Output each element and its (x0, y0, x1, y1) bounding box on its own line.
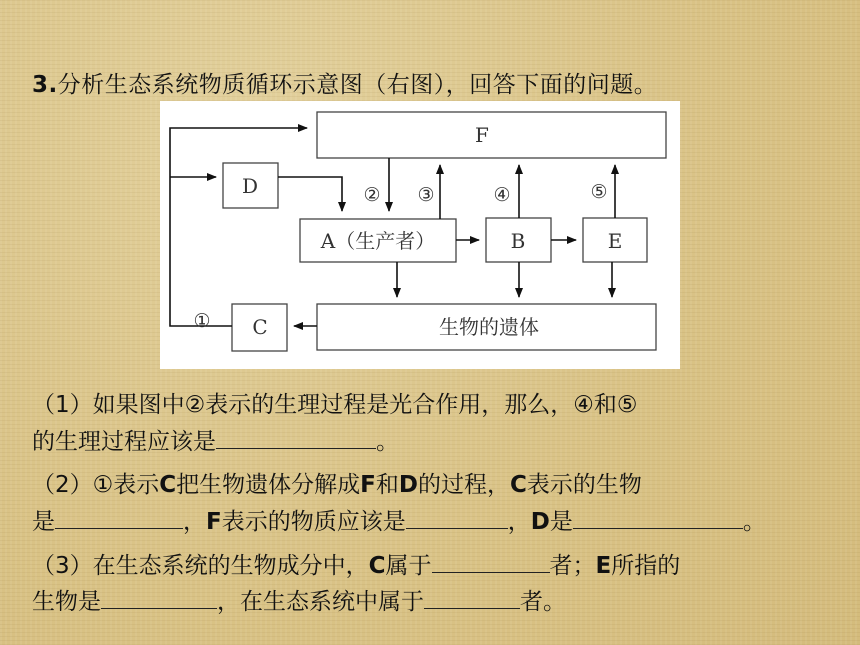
q2-answer-blank-1[interactable] (55, 506, 183, 529)
question-title (32, 66, 657, 99)
q1-line2 (32, 426, 399, 457)
box-E-label: E (607, 229, 623, 253)
q2-text: 的过程， (417, 472, 510, 498)
q1-answer-blank[interactable] (216, 426, 376, 449)
q2-text: F (360, 472, 376, 498)
q2-text: 和 (375, 472, 399, 498)
label-3: ③ (417, 184, 435, 206)
q2-text: 是 (32, 509, 55, 535)
q3-text: 在生态系统的生物成分中， (92, 553, 369, 579)
cycle-diagram-svg (160, 101, 680, 369)
arrow-C-to-F (170, 128, 307, 326)
q2-text: D (398, 472, 418, 498)
q2-text: ， (507, 509, 531, 535)
box-A-label: A（生产者） (320, 229, 436, 253)
q3-text: 者； (549, 553, 596, 579)
box-C-label: C (252, 315, 268, 339)
q2-text: 是 (549, 509, 573, 535)
box-D-label: D (241, 174, 259, 198)
arrow-D-to-A (278, 177, 342, 211)
q3-answer-blank-2[interactable] (101, 586, 217, 609)
label-1: ① (193, 310, 211, 332)
q3-text: ，在生态系统中属于 (217, 589, 424, 615)
q1-line1 (32, 390, 638, 420)
q2-number: （2） (32, 472, 93, 498)
q3-line2 (32, 586, 566, 617)
q3-line1 (32, 550, 680, 581)
q2-text: 把生物遗体分解成 (176, 472, 361, 498)
q2-text: C (509, 472, 527, 498)
question-title-text: 分析生态系统物质循环示意图（右图），回答下面的问题。 (57, 72, 658, 98)
q2-text: ， (183, 509, 206, 535)
q3-answer-blank-1[interactable] (432, 550, 550, 573)
q2-line1 (32, 470, 642, 500)
cycle-diagram (160, 101, 680, 369)
box-F-label: F (475, 123, 489, 147)
q1-text-2: 的生理过程应该是 (32, 429, 216, 455)
q2-text: C (159, 472, 177, 498)
q1-text-1: 如果图中②表示的生理过程是光合作用，那么，④和⑤ (92, 392, 638, 418)
q3-text: 所指的 (611, 553, 681, 579)
q2-line2 (32, 506, 766, 537)
q2-text: 表示的生物 (526, 472, 642, 498)
q3-text: 属于 (385, 553, 432, 579)
q2-answer-blank-3[interactable] (573, 506, 743, 529)
label-5: ⑤ (590, 181, 608, 203)
box-F (317, 112, 666, 158)
q3-number: （3） (32, 553, 93, 579)
q3-text: 者。 (520, 589, 566, 615)
q1-text-end: 。 (376, 429, 399, 455)
label-2: ② (363, 184, 381, 206)
q3-answer-blank-3[interactable] (424, 586, 520, 609)
box-B-label: B (510, 229, 526, 253)
q2-text: 。 (742, 509, 766, 535)
q3-text: 生物是 (32, 589, 101, 615)
q2-answer-blank-2[interactable] (406, 506, 508, 529)
label-4: ④ (493, 184, 511, 206)
q3-text: E (595, 553, 612, 579)
q3-text: C (368, 553, 386, 579)
box-remains-label: 生物的遗体 (439, 315, 539, 339)
q2-text: ①表示 (92, 472, 160, 498)
question-number: 3. (32, 72, 58, 98)
q1-number: （1） (32, 392, 93, 418)
q2-text: D (530, 509, 550, 535)
q2-text: F (206, 509, 222, 535)
q2-text: 表示的物质应该是 (221, 509, 406, 535)
